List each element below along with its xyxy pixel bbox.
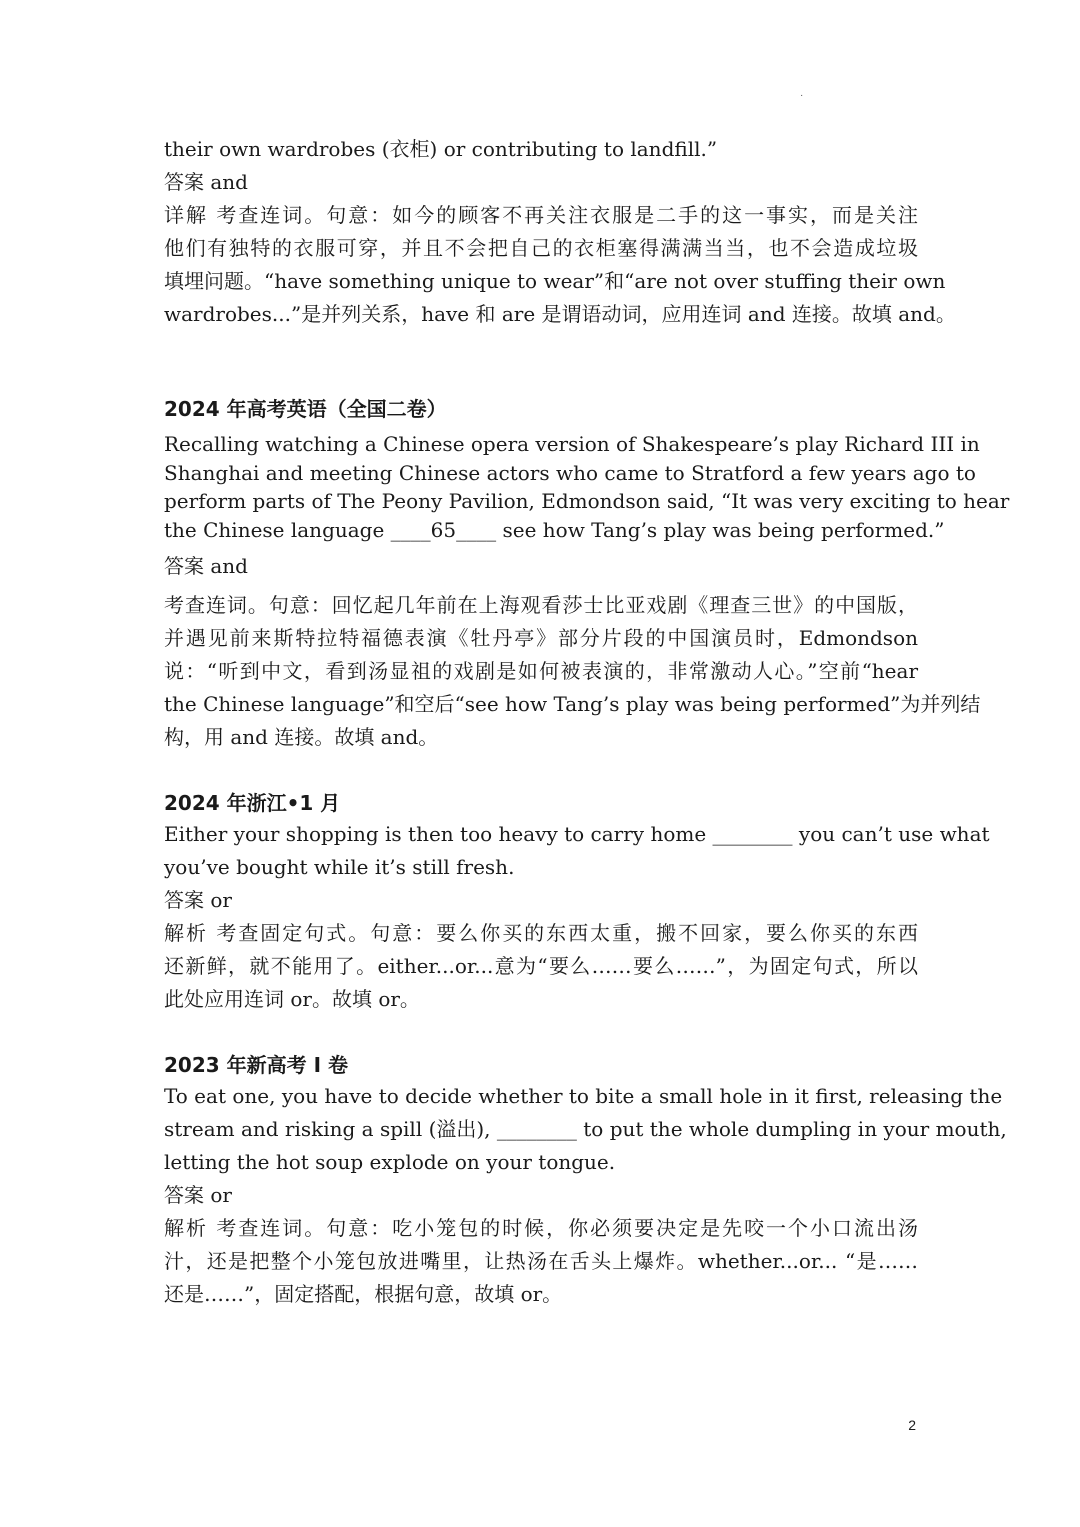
section-heading: 2024 年浙江•1 月 (164, 791, 341, 815)
analysis-line: 汁，还是把整个小笼包放进嘴里，让热汤在舌头上爆炸。whether...or... “是…… (164, 1249, 918, 1273)
question-text-line: their own wardrobes (衣柜) or contributing to landfill.” (164, 137, 718, 161)
analysis-line: 说：“听到中文，看到汤显祖的戏剧是如何被表演的，非常激动人心。”空前“hear (164, 659, 918, 683)
analysis-line: 还是……”，固定搭配，根据句意，故填 or。 (164, 1282, 563, 1306)
question-line: the Chinese language ____65____ see how Tang’s play was being performed.” (164, 517, 945, 542)
answer-line: 答案 and (164, 554, 248, 578)
question-line: you’ve bought while it’s still fresh. (164, 855, 515, 879)
question-line: Recalling watching a Chinese opera version of Shakespeare’s play Richard III in (164, 432, 980, 456)
analysis-line: 解析 考查固定句式。句意：要么你买的东西太重，搬不回家，要么你买的东西 (164, 921, 918, 945)
page-number: 2 (908, 1417, 916, 1433)
section-heading: 2024 年高考英语（全国二卷） (164, 397, 447, 421)
analysis-line: 此处应用连词 or。故填 or。 (164, 987, 420, 1011)
section-continuation (164, 133, 956, 331)
answer-line: 答案 or (164, 888, 232, 912)
question-line: perform parts of The Peony Pavilion, Edmondson said, “It was very exciting to hear (164, 489, 1010, 513)
question-line: Shanghai and meeting Chinese actors who came to Stratford a few years ago to (164, 460, 976, 485)
section-2023-new-gaokao-i (164, 1050, 1007, 1311)
page-dot: · (800, 90, 804, 101)
analysis-line: 并遇见前来斯特拉特福德表演《牡丹亭》部分片段的中国演员时，Edmondson (164, 626, 918, 650)
analysis-line: 还新鲜，就不能用了。either...or...意为“要么……要么……”，为固定句式，所以 (164, 954, 918, 978)
answer-line: 答案 and (164, 170, 248, 194)
analysis-line: 考查连词。句意：回忆起几年前在上海观看莎士比亚戏剧《理查三世》的中国版， (164, 593, 918, 617)
answer-line: 答案 or (164, 1183, 232, 1207)
question-line: To eat one, you have to decide whether to bite a small hole in it first, releasing the (164, 1084, 1003, 1108)
section-2024-zhejiang-jan (164, 788, 990, 1016)
document-body (164, 133, 1010, 1311)
section-2024-national-ii (164, 394, 1010, 754)
analysis-line: 构，用 and 连接。故填 and。 (164, 725, 439, 749)
question-line: Either your shopping is then too heavy to carry home ________ you can’t use what (164, 822, 990, 846)
analysis-line: 填埋问题。“have something unique to wear”和“are not over stuffing their own (164, 269, 946, 293)
question-line: letting the hot soup explode on your tongue. (164, 1150, 616, 1174)
analysis-line: 他们有独特的衣服可穿，并且不会把自己的衣柜塞得满满当当，也不会造成垃圾 (164, 236, 918, 260)
analysis-line: 详解 考查连词。句意：如今的顾客不再关注衣服是二手的这一事实，而是关注 (164, 203, 918, 227)
analysis-line: 解析 考查连词。句意：吃小笼包的时候，你必须要决定是先咬一个小口流出汤 (164, 1216, 918, 1240)
question-line: stream and risking a spill (溢出), ________ to put the whole dumpling in your mouth, (164, 1117, 1007, 1141)
analysis-line: wardrobes...”是并列关系，have 和 are 是谓语动词，应用连词 and 连接。故填 and。 (164, 302, 956, 326)
analysis-line: the Chinese language”和空后“see how Tang’s play was being performed”为并列结 (164, 692, 981, 716)
section-heading: 2023 年新高考 I 卷 (164, 1053, 348, 1077)
